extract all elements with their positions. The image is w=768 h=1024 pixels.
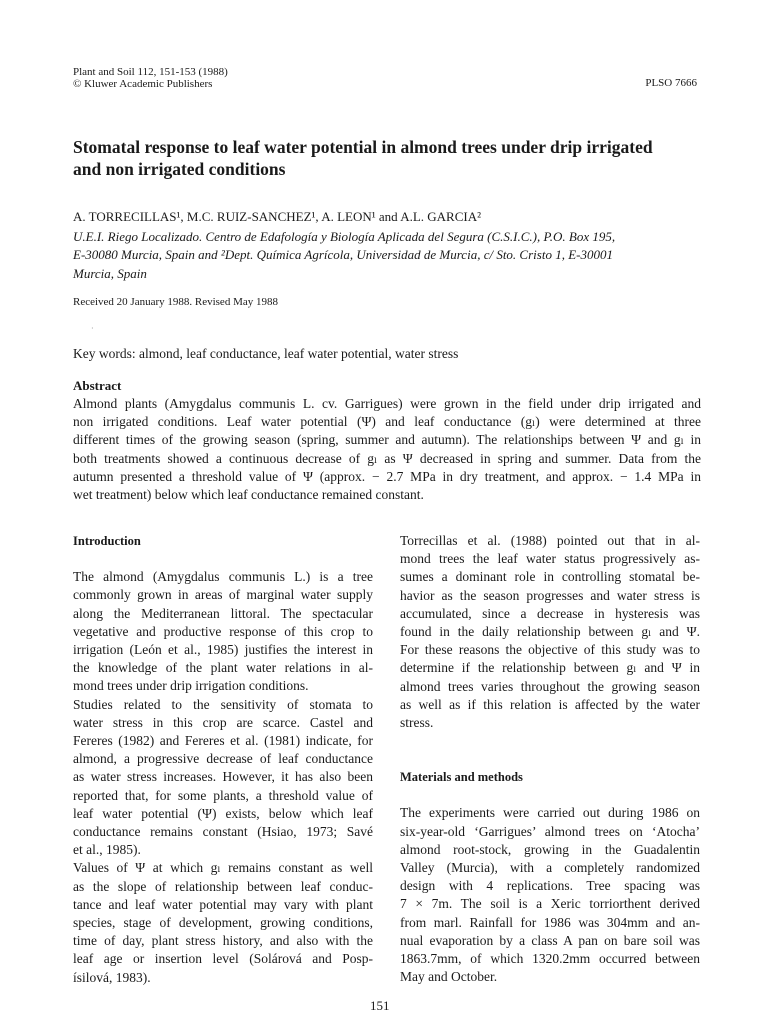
body-line: May and October. [400,969,498,985]
body-line: Studies related to the sensitivity of stomata to [73,696,373,712]
body-line: ísilová, 1983). [73,969,151,985]
body-line: Fereres (1982) and Fereres et al. (1981) indicate, for [73,733,373,749]
body-line: the knowledge of the plant water relations in al- [73,660,373,676]
section-heading-materials-methods: Materials and methods [400,770,523,785]
body-line: reported that, for some plants, a threshold value of [73,787,373,803]
body-line: found in the daily relationship between gₗ and Ψ. [400,624,700,640]
body-line: tance and leaf water potential may vary with plant [73,896,373,912]
body-line: as the slope of relationship between leaf conduc- [73,878,373,894]
keywords: Key words: almond, leaf conductance, leaf water potential, water stress [73,346,459,361]
affiliation-line: E-30080 Murcia, Spain and ²Dept. Química Agrícola, Universidad de Murcia, c/ Sto. Cristo 1, E-30001 [73,247,613,263]
body-line: 1863.7mm, of which 1320.2mm occurred between [400,951,700,967]
body-line: havior as the season progresses and water stress is [400,587,700,603]
body-line: almond trees varies throughout the growing season [400,678,700,694]
body-line: irrigation (León et al., 1985) justifies the interest in [73,642,373,658]
body-line: design with 4 replications. Tree spacing was [400,878,700,894]
paper-title: Stomatal response to leaf water potential in almond trees under drip irrigated and non irrigated conditions [73,137,653,179]
abstract-line: different times of the growing season (spring, summer and autumn). The relationships between Ψ and gₗ in [73,432,701,448]
body-line: leaf water potential (Ψ) exists, below which leaf [73,805,373,821]
right-column [400,532,700,986]
body-line: almond root-stock, growing in the Guadalentin [400,841,700,857]
abstract-line: Almond plants (Amygdalus communis L. cv. Garrigues) were grown in the field under drip irrigated and [73,396,701,411]
body-line: time of day, plant stress history, and also with the [73,933,373,949]
section-heading-introduction: Introduction [73,534,141,548]
affiliation-line: Murcia, Spain [73,265,147,281]
body-line: 7 × 7m. The soil is a Xeric torriorthent derived [400,896,700,912]
body-line: accumulated, since a decrease in hysteresis was [400,605,700,621]
abstract-body [73,395,701,504]
abstract-line: wet treatment) below which leaf conductance remained constant. [73,487,424,503]
body-line: almond, a progressive decrease of leaf conductance [73,751,373,767]
journal-citation: Plant and Soil 112, 151-153 (1988) [73,66,228,78]
abstract-line: non irrigated conditions. Leaf water potential (Ψ) and leaf conductance (gₗ) were determined at three [73,414,701,430]
body-line: stress. [400,715,434,731]
body-line: conductance remains constant (Hsiao, 1973; Savé [73,824,373,840]
body-line: along the Mediterranean littoral. The spectacular [73,605,373,621]
publisher-line: © Kluwer Academic Publishers [73,78,213,90]
body-line: mond trees the leaf water status progressively as- [400,551,700,567]
body-line: six-year-old ‘Garrigues’ almond trees on ‘Atocha’ [400,823,700,839]
body-line: The almond (Amygdalus communis L.) is a tree [73,569,373,585]
body-line: Torrecillas et al. (1988) pointed out that in al- [400,533,700,548]
speck-mark: · [91,324,94,333]
body-line: et al., 1985). [73,842,141,858]
abstract-line: both treatments showed a continuous decrease of gₗ as Ψ decreased in spring and summer. Data from the [73,450,701,466]
affiliation [73,228,703,283]
body-line: vegetative and productive response of this crop to [73,623,373,639]
body-line: species, stage of development, growing conditions, [73,915,373,931]
body-line: mond trees under drip irrigation conditions. [73,678,309,694]
affiliation-line: U.E.I. Riego Localizado. Centro de Edafología y Biología Aplicada del Segura (C.S.I.C.), P.O. Box 195, [73,229,616,244]
author-list: A. TORRECILLAS¹, M.C. RUIZ-SANCHEZ¹, A. LEON¹ and A.L. GARCIA² [73,209,482,224]
body-line: nual evaporation by a class A pan on bare soil was [400,932,700,948]
body-line: determine if the relationship between gₗ and Ψ in [400,660,700,676]
abstract-heading: Abstract [73,378,122,393]
body-line: Values of Ψ at which gₗ remains constant as well [73,860,373,876]
abstract-line: autumn presented a threshold value of Ψ (approx. − 2.7 MPa in dry treatment, and approx. − 1.4 MPa in [73,468,701,484]
page-number: 151 [370,998,390,1013]
journal-reference [73,66,228,90]
body-line: from marl. Rainfall for 1986 was 304mm and an- [400,914,700,930]
received-date: Received 20 January 1988. Revised May 1988 [73,296,278,308]
left-column [73,532,373,987]
body-line: as well as if this relation is affected by the water [400,696,700,712]
body-line: commonly grown in areas of marginal water supply [73,587,373,603]
body-line: sumes a dominant role in controlling stomatal be- [400,569,700,585]
body-line: water stress in this crop are scarce. Castel and [73,714,373,730]
body-line: For these reasons the objective of this study was to [400,642,700,658]
body-line: as water stress increases. However, it has also been [73,769,373,785]
body-line: Valley (Murcia), with a completely randomized [400,860,700,876]
body-line: The experiments were carried out during 1986 on [400,805,700,821]
article-code: PLSO 7666 [645,77,697,89]
body-line: leaf age or insertion level (Solárová and Posp- [73,951,373,967]
